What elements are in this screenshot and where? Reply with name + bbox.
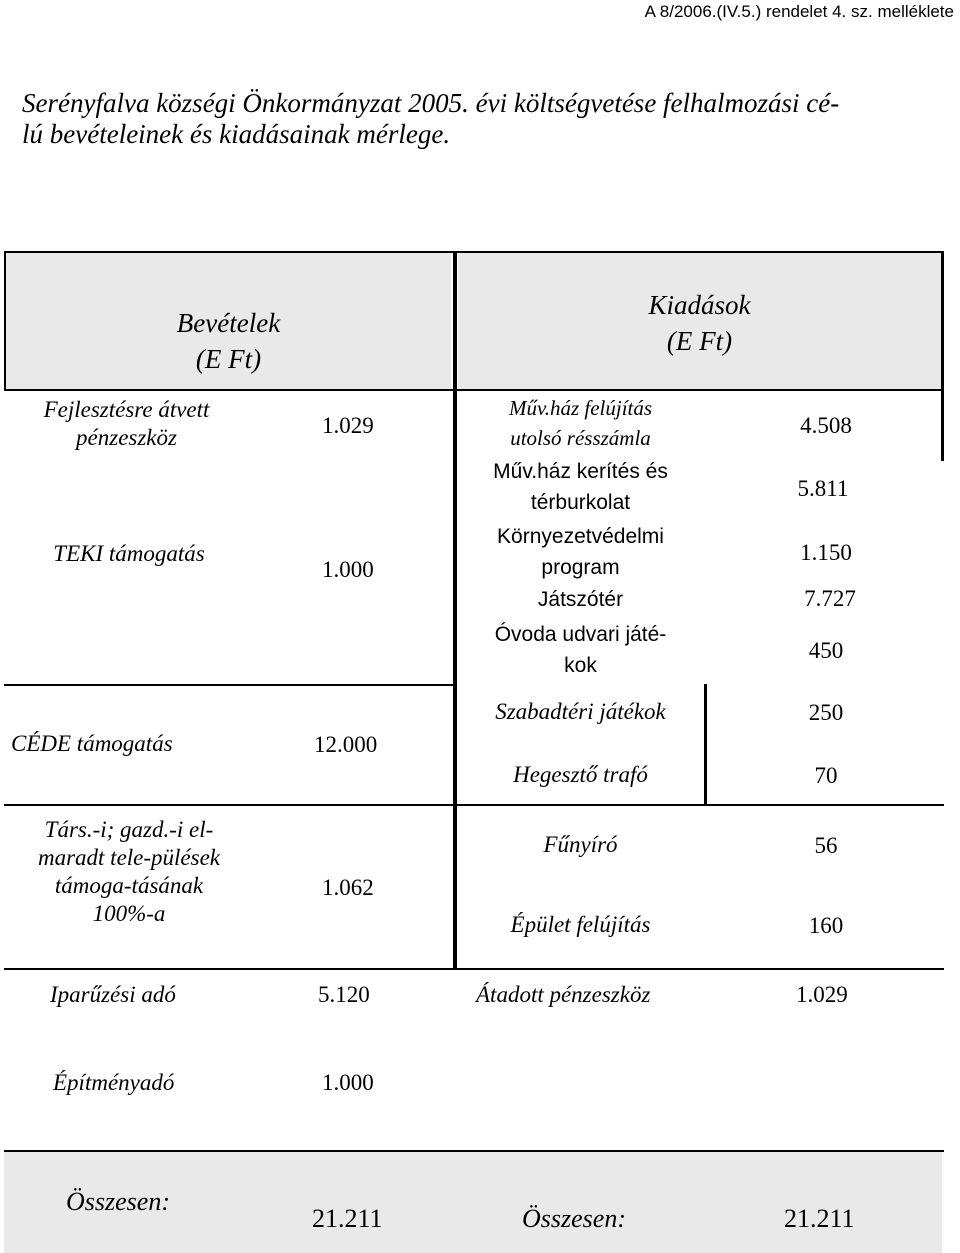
- expense-value-transferred-funds: 1.029: [796, 982, 848, 1007]
- expense-label-playground: Játszótér: [537, 588, 624, 611]
- expense-value-lawnmower: 56: [814, 833, 838, 858]
- expense-label-lawnmower: Fűnyíró: [543, 832, 618, 857]
- income-label-building-tax: Építményadó: [53, 1070, 175, 1095]
- income-value-business-tax: 5.120: [318, 982, 370, 1007]
- income-value-cede: 12.000: [314, 732, 378, 757]
- expense-label-line: utolsó résszámla: [510, 426, 651, 450]
- income-value-lagging-settlements: 1.062: [322, 875, 374, 900]
- income-label-line: Fejlesztésre átvett: [43, 397, 210, 422]
- title-line-2: lú bevételeinek és kiadásainak mérlege.: [22, 119, 451, 149]
- expense-label-line: program: [541, 556, 620, 579]
- expense-label-line: Környezetvédelmi: [497, 525, 664, 548]
- expense-value-kindergarten-toys: 450: [808, 638, 844, 663]
- income-label-line: támoga-tásának: [54, 873, 204, 898]
- divider-row-2: [4, 804, 944, 806]
- expense-total-value: 21.211: [784, 1204, 855, 1233]
- expense-header-unit: (E Ft): [666, 326, 733, 356]
- income-header-title: Bevételek: [176, 308, 281, 338]
- expense-header-title: Kiadások: [648, 290, 751, 320]
- expense-label-line: térburkolat: [530, 491, 631, 514]
- top-border: [4, 251, 944, 253]
- income-label-development-funds: [4, 396, 249, 452]
- income-label-lagging-settlements: [4, 816, 254, 928]
- expense-value-fence-paving: 5.811: [797, 476, 849, 501]
- income-label-business-tax: Iparűzési adó: [50, 982, 176, 1007]
- expense-value-outdoor-games: 250: [808, 700, 844, 725]
- expense-label-environment-program: [457, 521, 704, 583]
- divider-row-1: [4, 684, 455, 686]
- expense-total-label: Összesen:: [522, 1204, 626, 1233]
- expense-label-transferred-funds: Átadott pénzeszköz: [476, 982, 651, 1007]
- expense-value-building-renovation: 160: [808, 913, 844, 938]
- income-value-teki: 1.000: [322, 557, 374, 582]
- income-header: [4, 305, 453, 377]
- expense-label-outdoor-games: Szabadtéri játékok: [495, 699, 666, 724]
- expense-header: [457, 287, 942, 359]
- income-label-line: maradt tele-pülések: [37, 845, 221, 870]
- income-total-label: Összesen:: [66, 1187, 170, 1216]
- regulation-reference: A 8/2006.(IV.5.) rendelet 4. sz. melléklete: [644, 2, 954, 21]
- expense-label-welding-transformer: Hegesztő trafó: [513, 762, 648, 787]
- expense-label-line: Óvoda udvari játé-: [494, 623, 667, 646]
- income-label-line: pénzeszköz: [76, 425, 177, 450]
- expense-value-divider: [704, 684, 707, 805]
- income-label-cede: CÉDE támogatás: [11, 731, 173, 756]
- expense-label-line: Műv.ház felújítás: [508, 396, 653, 420]
- expense-label-kindergarten-toys: [457, 619, 704, 681]
- income-header-unit: (E Ft): [195, 344, 262, 374]
- header-bottom-border: [4, 389, 944, 391]
- title-line-1: Serényfalva községi Önkormányzat 2005. évi költségvetése felhalmozási cé-: [22, 88, 840, 118]
- expense-label-fence-paving: [457, 456, 704, 518]
- expense-value-environment-program: 1.150: [800, 540, 852, 565]
- expense-label-building-renovation: Épület felújítás: [510, 912, 651, 937]
- expense-value-culture-house-renovation: 4.508: [800, 413, 852, 438]
- expense-label-line: kok: [564, 654, 597, 677]
- income-label-teki: TEKI támogatás: [53, 541, 205, 566]
- expense-label-culture-house-renovation: [457, 393, 704, 453]
- income-value-building-tax: 1.000: [322, 1070, 374, 1095]
- income-label-line: Társ.-i; gazd.-i el-: [44, 817, 214, 842]
- expense-value-welding-transformer: 70: [814, 763, 838, 788]
- expense-label-line: Műv.ház kerítés és: [493, 460, 668, 483]
- income-total-value: 21.211: [312, 1204, 383, 1233]
- expense-value-playground: 7.727: [804, 586, 856, 611]
- income-label-line: 100%-a: [92, 901, 166, 926]
- divider-row-4: [4, 1150, 944, 1152]
- income-value-development-funds: 1.029: [322, 413, 374, 438]
- divider-row-3: [4, 968, 944, 970]
